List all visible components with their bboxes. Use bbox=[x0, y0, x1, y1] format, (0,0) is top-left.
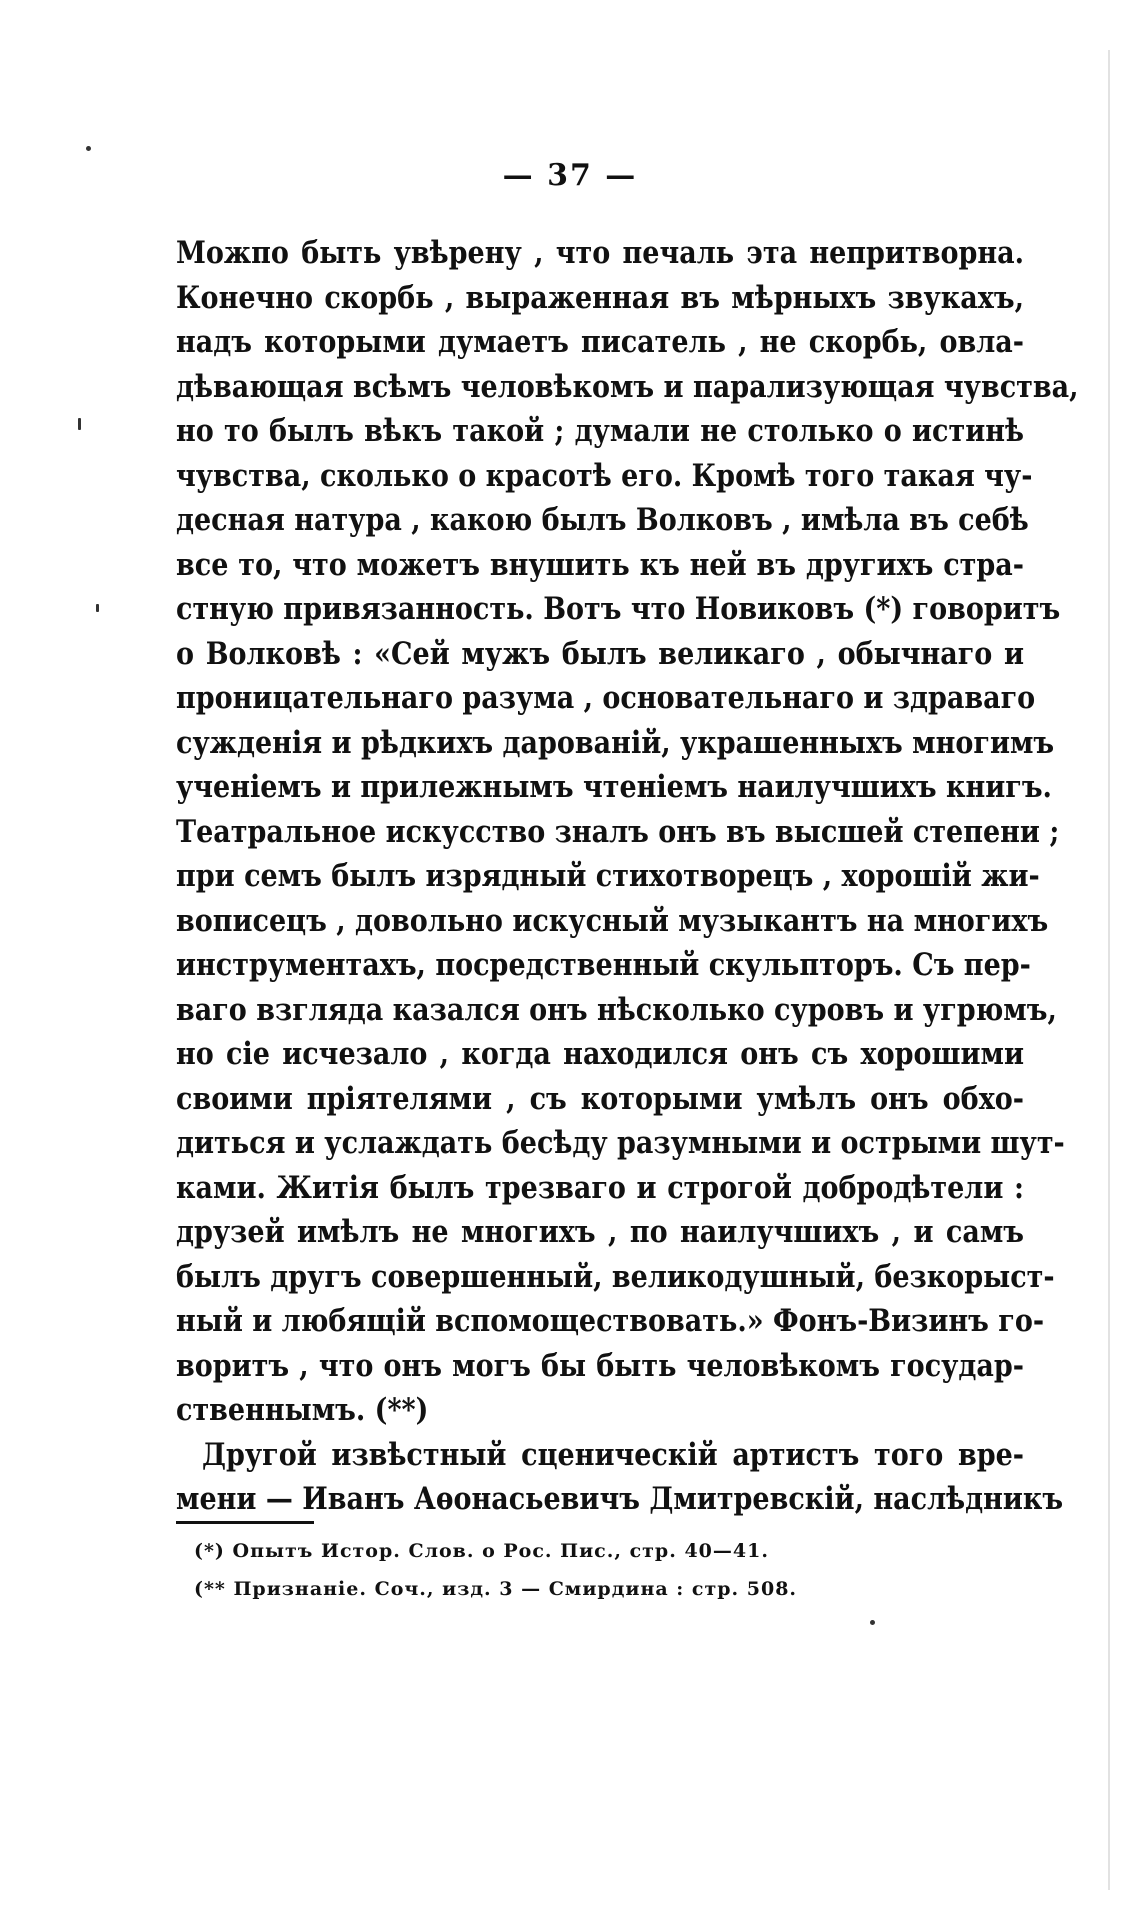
text-line: но то былъ вѣкъ такой ; думали не столько о истинѣ bbox=[176, 413, 1024, 450]
text-line: диться и услаждать бесѣду разумными и острыми шут- bbox=[176, 1125, 1065, 1162]
text-line: друзей имѣлъ не многихъ , по наилучшихъ , и самъ bbox=[176, 1214, 1024, 1251]
text-line: но сіе исчезало , когда находился онъ съ хорошими bbox=[176, 1036, 1024, 1073]
text-line: чувства, сколько о красотѣ его. Кромѣ того такая чу- bbox=[176, 458, 1033, 494]
footnote: (*) Опытъ Истор. Слов. о Рос. Пис., стр. 40—41. bbox=[194, 1540, 769, 1562]
text-line: дѣвающая всѣмъ человѣкомъ и парализующая чувства, bbox=[176, 369, 1079, 405]
scan-speck bbox=[96, 604, 99, 612]
text-line: сужденія и рѣдкихъ дарованій, украшенныхъ многимъ bbox=[176, 725, 1055, 761]
text-line: при семъ былъ изрядный стихотворецъ , хорошій жи- bbox=[176, 858, 1040, 895]
footnote: (** Признаніе. Соч., изд. 3 — Смирдина : стр. 508. bbox=[194, 1578, 798, 1600]
scan-speck bbox=[78, 418, 81, 430]
footnotes bbox=[194, 1532, 894, 1608]
text-line: Конечно скорбь , выраженная въ мѣрныхъ звукахъ, bbox=[176, 280, 1024, 316]
footnote-rule bbox=[176, 1521, 314, 1524]
text-line: Театральное искусство зналъ онъ въ высшей степени ; bbox=[176, 814, 1060, 850]
text-line: мени — Иванъ Аѳонасьевичъ Дмитревскій, наслѣдникъ bbox=[176, 1481, 1064, 1518]
text-line: ный и любящій вспомоществовать.» Фонъ-Визинъ го- bbox=[176, 1303, 1045, 1340]
text-line: Можпо быть увѣрену , что печаль эта непритворна. bbox=[176, 235, 1024, 272]
text-line: все то, что можетъ внушить къ ней въ другихъ стра- bbox=[176, 547, 1024, 583]
text-line: надъ которыми думаетъ писатель , не скорбь, овла- bbox=[176, 324, 1024, 361]
text-line: инструментахъ, посредственный скульпторъ. Съ пер- bbox=[176, 947, 1031, 984]
page-number: — 37 — bbox=[502, 158, 638, 193]
body-text bbox=[176, 232, 1079, 1523]
page-edge-shadow bbox=[1108, 50, 1110, 1890]
text-line: вописецъ , довольно искусный музыкантъ на многихъ bbox=[176, 903, 1049, 939]
text-line: ученіемъ и прилежнымъ чтеніемъ наилучшихъ книгъ. bbox=[176, 769, 1052, 806]
text-line: былъ другъ совершенный, великодушный, безкорыст- bbox=[176, 1259, 1055, 1295]
scan-speck bbox=[870, 1620, 875, 1625]
text-line: десная натура , какою былъ Волковъ , имѣла въ себѣ bbox=[176, 502, 1029, 539]
text-line: ваго взгляда казался онъ нѣсколько суровъ и угрюмъ, bbox=[176, 992, 1057, 1028]
scan-speck bbox=[86, 146, 91, 151]
text-line: своими пріятелями , съ которыми умѣлъ онъ обхо- bbox=[176, 1081, 1024, 1117]
text-line: ственнымъ. (**) bbox=[176, 1392, 429, 1429]
text-line: стную привязанность. Вотъ что Новиковъ (*) говоритъ bbox=[176, 591, 1061, 628]
text-line: о Волковѣ : «Сей мужъ былъ великаго , обычнаго и bbox=[176, 636, 1024, 672]
text-line: проницательнаго разума , основательнаго и здраваго bbox=[176, 680, 1036, 717]
text-line: воритъ , что онъ могъ бы быть человѣкомъ государ- bbox=[176, 1348, 1024, 1384]
text-line: Другой извѣстный сценическій артистъ того вре- bbox=[202, 1437, 1024, 1473]
text-line: ками. Житія былъ трезваго и строгой добродѣтели : bbox=[176, 1170, 1024, 1206]
